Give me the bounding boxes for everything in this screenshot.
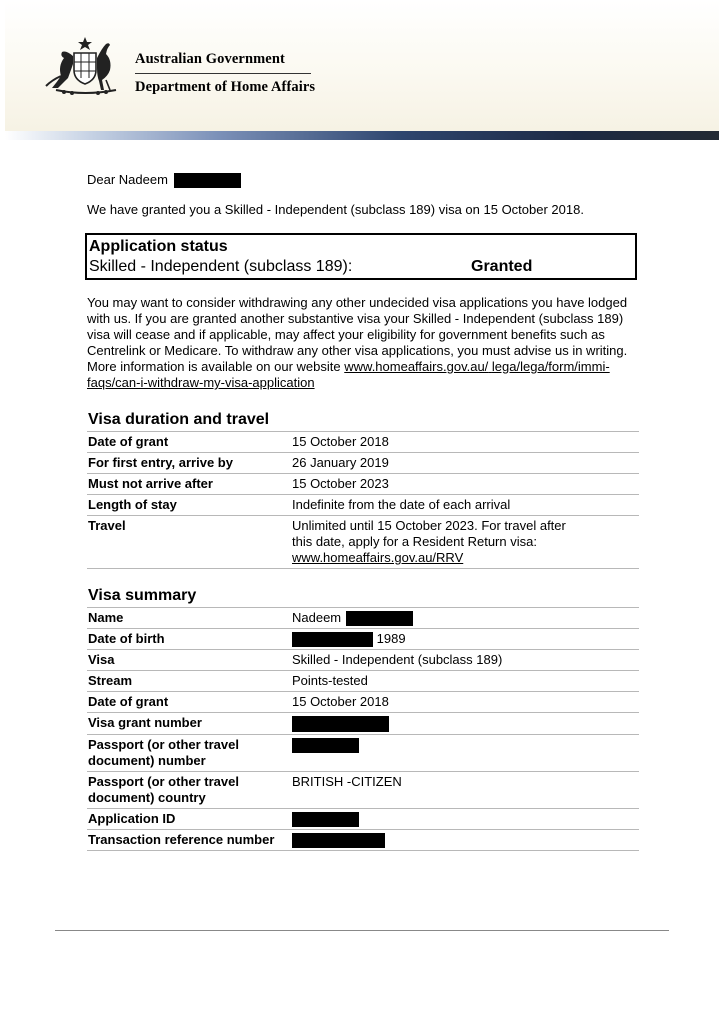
redacted-surname <box>174 173 241 188</box>
row-label <box>87 771 291 808</box>
redacted-application-id <box>292 812 359 827</box>
table-row <box>87 608 639 629</box>
name-value: Nadeem <box>292 610 342 625</box>
letter-body <box>87 170 639 851</box>
redacted-visa-grant-number <box>292 716 389 732</box>
row-label: Date of grant <box>87 432 291 453</box>
row-label: Stream <box>87 671 291 692</box>
visa-summary-table <box>87 607 639 851</box>
row-label: Transaction reference number <box>87 829 291 850</box>
row-label: Length of stay <box>87 495 291 516</box>
row-value: 15 October 2018 <box>291 432 639 453</box>
redacted-transaction-reference <box>292 833 385 848</box>
salutation-text: Dear Nadeem <box>87 172 168 187</box>
table-row <box>87 734 639 771</box>
grant-sentence: We have granted you a Skilled - Independent (subclass 189) visa on 15 October 2018. <box>87 202 584 217</box>
withdrawal-notice <box>87 295 639 391</box>
application-status-heading: Application status <box>89 238 228 255</box>
table-row <box>87 629 639 650</box>
passport-country-label-line2: document) country <box>88 789 206 805</box>
application-status-row <box>87 257 635 277</box>
row-value <box>291 829 639 850</box>
row-value: Skilled - Independent (subclass 189) <box>291 650 639 671</box>
row-value <box>291 808 639 829</box>
row-value <box>291 734 639 771</box>
row-label: Application ID <box>87 808 291 829</box>
table-row <box>87 692 639 713</box>
table-row <box>87 516 639 569</box>
redacted-passport-number <box>292 738 359 753</box>
passport-number-label-line2: document) number <box>88 752 206 768</box>
table-row <box>87 771 639 808</box>
footer-divider <box>55 930 669 931</box>
row-label: Travel <box>87 516 291 569</box>
government-name: Australian Government <box>135 51 285 67</box>
table-row <box>87 495 639 516</box>
department-name: Department of Home Affairs <box>135 79 316 95</box>
visa-summary-heading: Visa summary <box>88 587 197 604</box>
notice-text: You may want to consider withdrawing any other undecided visa applications you have lodged with us. If you are granted another substantive visa your Skilled - Independent (subclass 189) visa will cease and if applicable, may affect your eligibility for government benefits such as Centrelink or Medicare. To withdraw any other visa applications, you must advise us in writing. More information is available on our website <box>87 295 628 374</box>
redacted-surname <box>346 611 413 626</box>
row-value: Points-tested <box>291 671 639 692</box>
table-row <box>87 650 639 671</box>
table-row <box>87 671 639 692</box>
row-value <box>291 516 639 569</box>
row-value: BRITISH -CITIZEN <box>291 771 639 808</box>
row-label: Name <box>87 608 291 629</box>
row-label: Date of birth <box>87 629 291 650</box>
table-row <box>87 453 639 474</box>
row-value: 15 October 2018 <box>291 692 639 713</box>
passport-number-label-line1: Passport (or other travel <box>88 736 239 752</box>
row-value <box>291 629 639 650</box>
redacted-birth-day-month <box>292 632 373 647</box>
row-value <box>291 713 639 735</box>
coat-of-arms-icon <box>44 36 126 96</box>
status-value: Granted <box>471 258 533 275</box>
row-value: 15 October 2023 <box>291 474 639 495</box>
passport-country-label-line1: Passport (or other travel <box>88 773 239 789</box>
letterhead-divider <box>135 73 311 74</box>
row-label: Must not arrive after <box>87 474 291 495</box>
letterhead-stripe <box>5 131 719 140</box>
row-label <box>87 734 291 771</box>
table-row <box>87 713 639 735</box>
row-label: For first entry, arrive by <box>87 453 291 474</box>
table-row <box>87 829 639 850</box>
travel-line-2: this date, apply for a Resident Return visa: <box>292 534 537 549</box>
application-status-box <box>85 233 637 280</box>
table-row <box>87 808 639 829</box>
rrv-link[interactable]: www.homeaffairs.gov.au/RRV <box>292 550 464 565</box>
table-row <box>87 432 639 453</box>
withdraw-link-part2: lega/lega/form/immi-faqs/can-i-withdraw-my-visa-application <box>87 359 610 390</box>
travel-line-1: Unlimited until 15 October 2023. For travel after <box>292 518 566 533</box>
table-row <box>87 474 639 495</box>
visa-duration-heading: Visa duration and travel <box>88 411 270 428</box>
salutation <box>87 170 639 190</box>
row-value <box>291 608 639 629</box>
status-visa-label: Skilled - Independent (subclass 189): <box>89 258 353 275</box>
withdraw-link-part1: www.homeaffairs.gov.au/ <box>344 359 489 374</box>
row-label: Visa grant number <box>87 713 291 735</box>
visa-duration-table <box>87 431 639 569</box>
row-label: Date of grant <box>87 692 291 713</box>
row-label: Visa <box>87 650 291 671</box>
row-value: 26 January 2019 <box>291 453 639 474</box>
row-value: Indefinite from the date of each arrival <box>291 495 639 516</box>
birth-year: 1989 <box>376 631 406 647</box>
